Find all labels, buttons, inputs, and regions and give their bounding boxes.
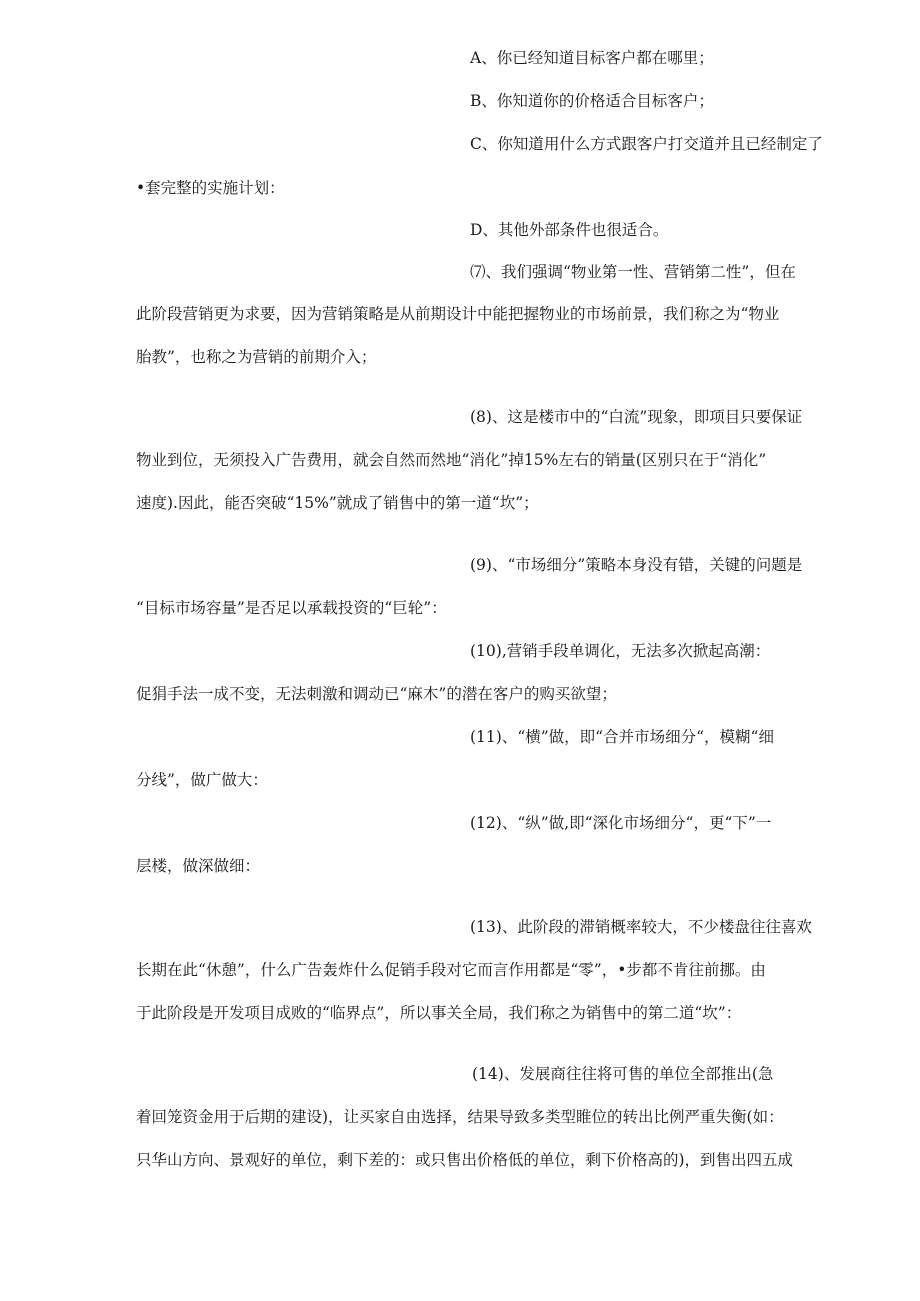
paragraph-9-line-2: “目标市场容量”是否足以承载投资的“巨轮”： [136, 599, 447, 617]
text-line-c-cont: •套完整的实施计划： [136, 179, 285, 197]
paragraph-13-line-2: 长期在此“休憩”，什么广告轰炸什么促销手段对它而言作用都是“零”，•步都不肯往前挪。由 [136, 961, 766, 979]
paragraph-14-line-1: (14)、发展商往往将可售的单位全部推出(急 [472, 1065, 774, 1083]
text-line-a: A、你已经知道目标客户都在哪里； [470, 49, 714, 67]
paragraph-8-line-3: 速度).因此，能否突破“15%”就成了销售中的第一道“坎”； [136, 494, 539, 512]
text-line-d: D、其他外部条件也很适合。 [470, 221, 669, 239]
paragraph-12-line-2: 层楼，做深做细： [136, 857, 261, 875]
paragraph-7-line-2: 此阶段营销更为求要，因为营销策略是从前期设计中能把握物业的市场前景，我们称之为“物业 [136, 305, 780, 323]
paragraph-11-line-2: 分线”，做广做大： [136, 771, 268, 789]
paragraph-9-line-1: (9)、“市场细分”策略本身没有错，关键的问题是 [470, 556, 803, 574]
paragraph-10-line-2: 促狷手法一成不变，无法刺激和调动已“麻木”的潜在客户的购买欲望； [136, 685, 617, 703]
text-line-c: C、你知道用什么方式跟客户打交道并且已经制定了 [470, 135, 823, 153]
paragraph-8-line-1: (8)、这是楼市中的“白流”现象，即项目只要保证 [470, 408, 803, 426]
text-line-b: B、你知道你的价格适合目标客户； [470, 92, 714, 110]
paragraph-12-line-1: (12)、“纵”做,即“深化市场细分“，更“下”一 [470, 814, 772, 832]
paragraph-11-line-1: (11)、“横”做，即“合并市场细分“，模糊“细 [470, 728, 774, 746]
paragraph-7-line-3: 胎教”，也称之为营销的前期介入； [136, 348, 377, 366]
paragraph-13-line-3: 于此阶段是开发项目成败的“临界点”，所以事关全局，我们称之为销售中的第二道“坎”： [136, 1004, 742, 1022]
paragraph-10-line-1: (10),营销手段单调化，无法多次掀起高潮： [470, 642, 771, 660]
paragraph-7-line-1: ⑺、我们强调“物业第一性、营销第二性”，但在 [470, 263, 796, 281]
paragraph-8-line-2: 物业到位，无须投入广告费用，就会自然而然地“消化”掉15%左右的销量(区别只在于“消化” [136, 451, 767, 469]
paragraph-13-line-1: (13)、此阶段的滞销概率较大，不少楼盘往往喜欢 [470, 918, 812, 936]
paragraph-14-line-3: 只华山方向、景观好的单位，剩下差的：或只售出价格低的单位，剩下价格高的)，到售出四五成 [136, 1151, 794, 1169]
paragraph-14-line-2: 着回笼资金用于后期的建设)，让买家自由选择，结果导致多类型睢位的转出比例严重失衡(如： [136, 1108, 784, 1126]
